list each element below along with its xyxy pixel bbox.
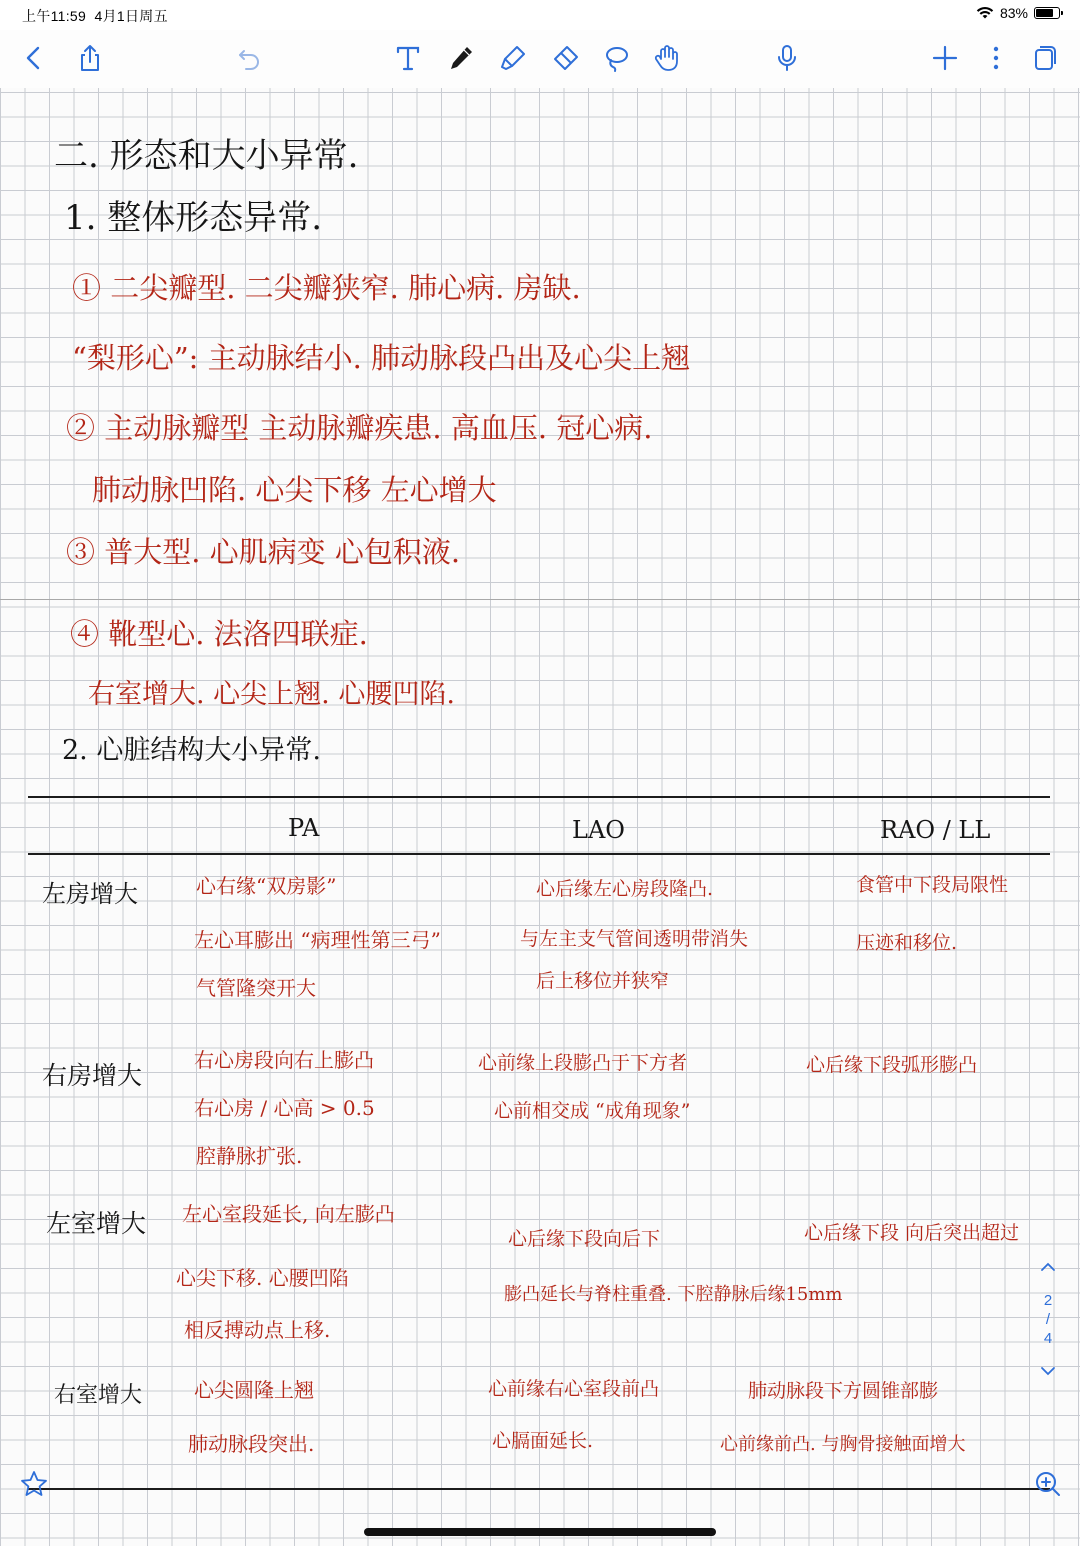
table-cell: 后上移位并狭窄 [536, 970, 670, 992]
text-tool-icon [393, 43, 423, 73]
table-cell: 心后缘左心房段隆凸. [536, 878, 714, 900]
more-button[interactable] [976, 38, 1016, 78]
pen-tool-icon [446, 43, 476, 73]
chevron-up-icon [1040, 1261, 1056, 1273]
highlighter-tool-icon [498, 43, 528, 73]
table-top-rule [28, 796, 1050, 798]
note-line: 右室增大. 心尖上翘. 心腰凹陷. [88, 679, 455, 710]
share-icon [75, 43, 105, 73]
eraser-tool-button[interactable] [545, 38, 585, 78]
previous-page-button[interactable] [1040, 1258, 1056, 1277]
table-cell: 心尖下移. 心腰凹陷 [176, 1266, 349, 1290]
table-cell: 心后缘下段弧形膨凸 [806, 1054, 978, 1076]
undo-button[interactable] [229, 38, 269, 78]
table-header: LAO [572, 816, 625, 844]
note-line: “梨形心”: 主动脉结小. 肺动脉段凸出及心尖上翘 [72, 341, 691, 375]
table-header: RAO / LL [880, 816, 991, 844]
subsection-title: 2. 心脏结构大小异常. [62, 735, 321, 766]
table-header: PA [288, 814, 320, 842]
table-cell: 压迹和移位. [856, 932, 958, 954]
page-indicator [1030, 1258, 1066, 1381]
note-line: ③ 普大型. 心肌病变 心包积液. [66, 535, 461, 569]
status-indicators [976, 5, 1060, 21]
table-row-label: 右房增大 [42, 1061, 143, 1090]
table-cell: 相反搏动点上移. [184, 1318, 331, 1342]
table-cell: 心右缘“双房影” [196, 874, 337, 898]
back-button[interactable] [14, 38, 54, 78]
table-cell: 右心房段向右上膨凸 [194, 1048, 374, 1072]
wifi-icon [976, 6, 994, 20]
table-cell: 与左主支气管间透明带消失 [520, 928, 749, 950]
highlighter-tool-button[interactable] [493, 38, 533, 78]
battery-percent: 83% [999, 5, 1028, 21]
clock-time: 上午11:59 [22, 8, 87, 24]
lasso-tool-icon [601, 43, 631, 73]
table-cell: 心前缘上段膨凸于下方者 [478, 1052, 688, 1074]
next-page-button[interactable] [1040, 1362, 1056, 1381]
table-cell: 食管中下段局限性 [856, 874, 1009, 896]
table-cell: 左心室段延长, 向左膨凸 [182, 1202, 395, 1226]
table-cell: 左心耳膨出 “病理性第三弓” [194, 928, 441, 952]
note-line: ④ 靴型心. 法洛四联症. [70, 617, 368, 651]
pen-tool-button[interactable] [441, 38, 481, 78]
table-cell: 腔静脉扩张. [196, 1144, 303, 1168]
table-cell: 肺动脉段下方圆锥部膨 [748, 1380, 939, 1402]
section-title: 二. 形态和大小异常. [54, 136, 359, 176]
table-cell: 心膈面延长. [492, 1430, 594, 1452]
status-bar [0, 0, 1080, 30]
hand-tool-button[interactable] [647, 38, 687, 78]
page-break [0, 599, 1080, 600]
table-bottom-rule [28, 1488, 1050, 1490]
undo-icon [234, 43, 264, 73]
lasso-tool-button[interactable] [596, 38, 636, 78]
zoom-button[interactable] [1030, 1466, 1066, 1502]
table-cell: 心后缘下段 向后突出超过 [804, 1222, 1020, 1244]
note-line: 肺动脉凹陷. 心尖下移 左心增大 [92, 473, 497, 507]
clock-date: 4月1日周五 [94, 8, 168, 24]
table-cell: 心尖圆隆上翘 [194, 1378, 314, 1402]
table-header-rule [28, 853, 1050, 855]
pages-icon [1030, 43, 1060, 73]
zoom-in-icon [1033, 1469, 1063, 1499]
total-pages: 4 [1043, 1330, 1053, 1347]
table-cell: 心后缘下段向后下 [508, 1228, 661, 1250]
pages-button[interactable] [1025, 38, 1065, 78]
note-line: ② 主动脉瓣型 主动脉瓣疾患. 高血压. 冠心病. [66, 411, 653, 445]
text-tool-button[interactable] [388, 38, 428, 78]
battery-icon [1034, 7, 1060, 19]
star-icon [19, 1469, 49, 1499]
add-page-button[interactable] [925, 38, 965, 78]
status-time [22, 6, 168, 26]
hand-tool-icon [652, 43, 682, 73]
table-row-label: 左房增大 [42, 880, 138, 908]
current-page: 2 [1043, 1292, 1053, 1309]
table-cell: 心前相交成 “成角现象” [494, 1100, 691, 1122]
toolbar [0, 30, 1080, 88]
table-cell: 心前缘右心室段前凸 [488, 1378, 660, 1400]
notebook-page[interactable] [0, 88, 1080, 1546]
note-line: ① 二尖瓣型. 二尖瓣狭窄. 肺心病. 房缺. [72, 271, 581, 305]
add-page-icon [930, 43, 960, 73]
favorite-button[interactable] [16, 1466, 52, 1502]
battery-level [1036, 9, 1053, 17]
table-cell: 右心房 / 心高 > 0.5 [194, 1096, 375, 1120]
microphone-icon [772, 43, 802, 73]
table-cell: 膨凸延长与脊柱重叠. 下腔静脉后缘15mm [504, 1284, 843, 1305]
page-separator: / [1045, 1311, 1051, 1328]
share-button[interactable] [70, 38, 110, 78]
microphone-button[interactable] [767, 38, 807, 78]
table-row-label: 左室增大 [46, 1209, 147, 1238]
chevron-down-icon [1040, 1365, 1056, 1377]
subsection-title: 1. 整体形态异常. [64, 198, 323, 238]
more-icon [981, 43, 1011, 73]
table-cell: 肺动脉段突出. [188, 1432, 315, 1456]
table-row-label: 右室增大 [54, 1383, 143, 1408]
home-indicator[interactable] [364, 1528, 716, 1536]
table-cell: 气管隆突开大 [196, 976, 316, 1000]
table-cell: 心前缘前凸. 与胸骨接触面增大 [720, 1434, 966, 1455]
back-icon [19, 43, 49, 73]
eraser-tool-icon [550, 43, 580, 73]
